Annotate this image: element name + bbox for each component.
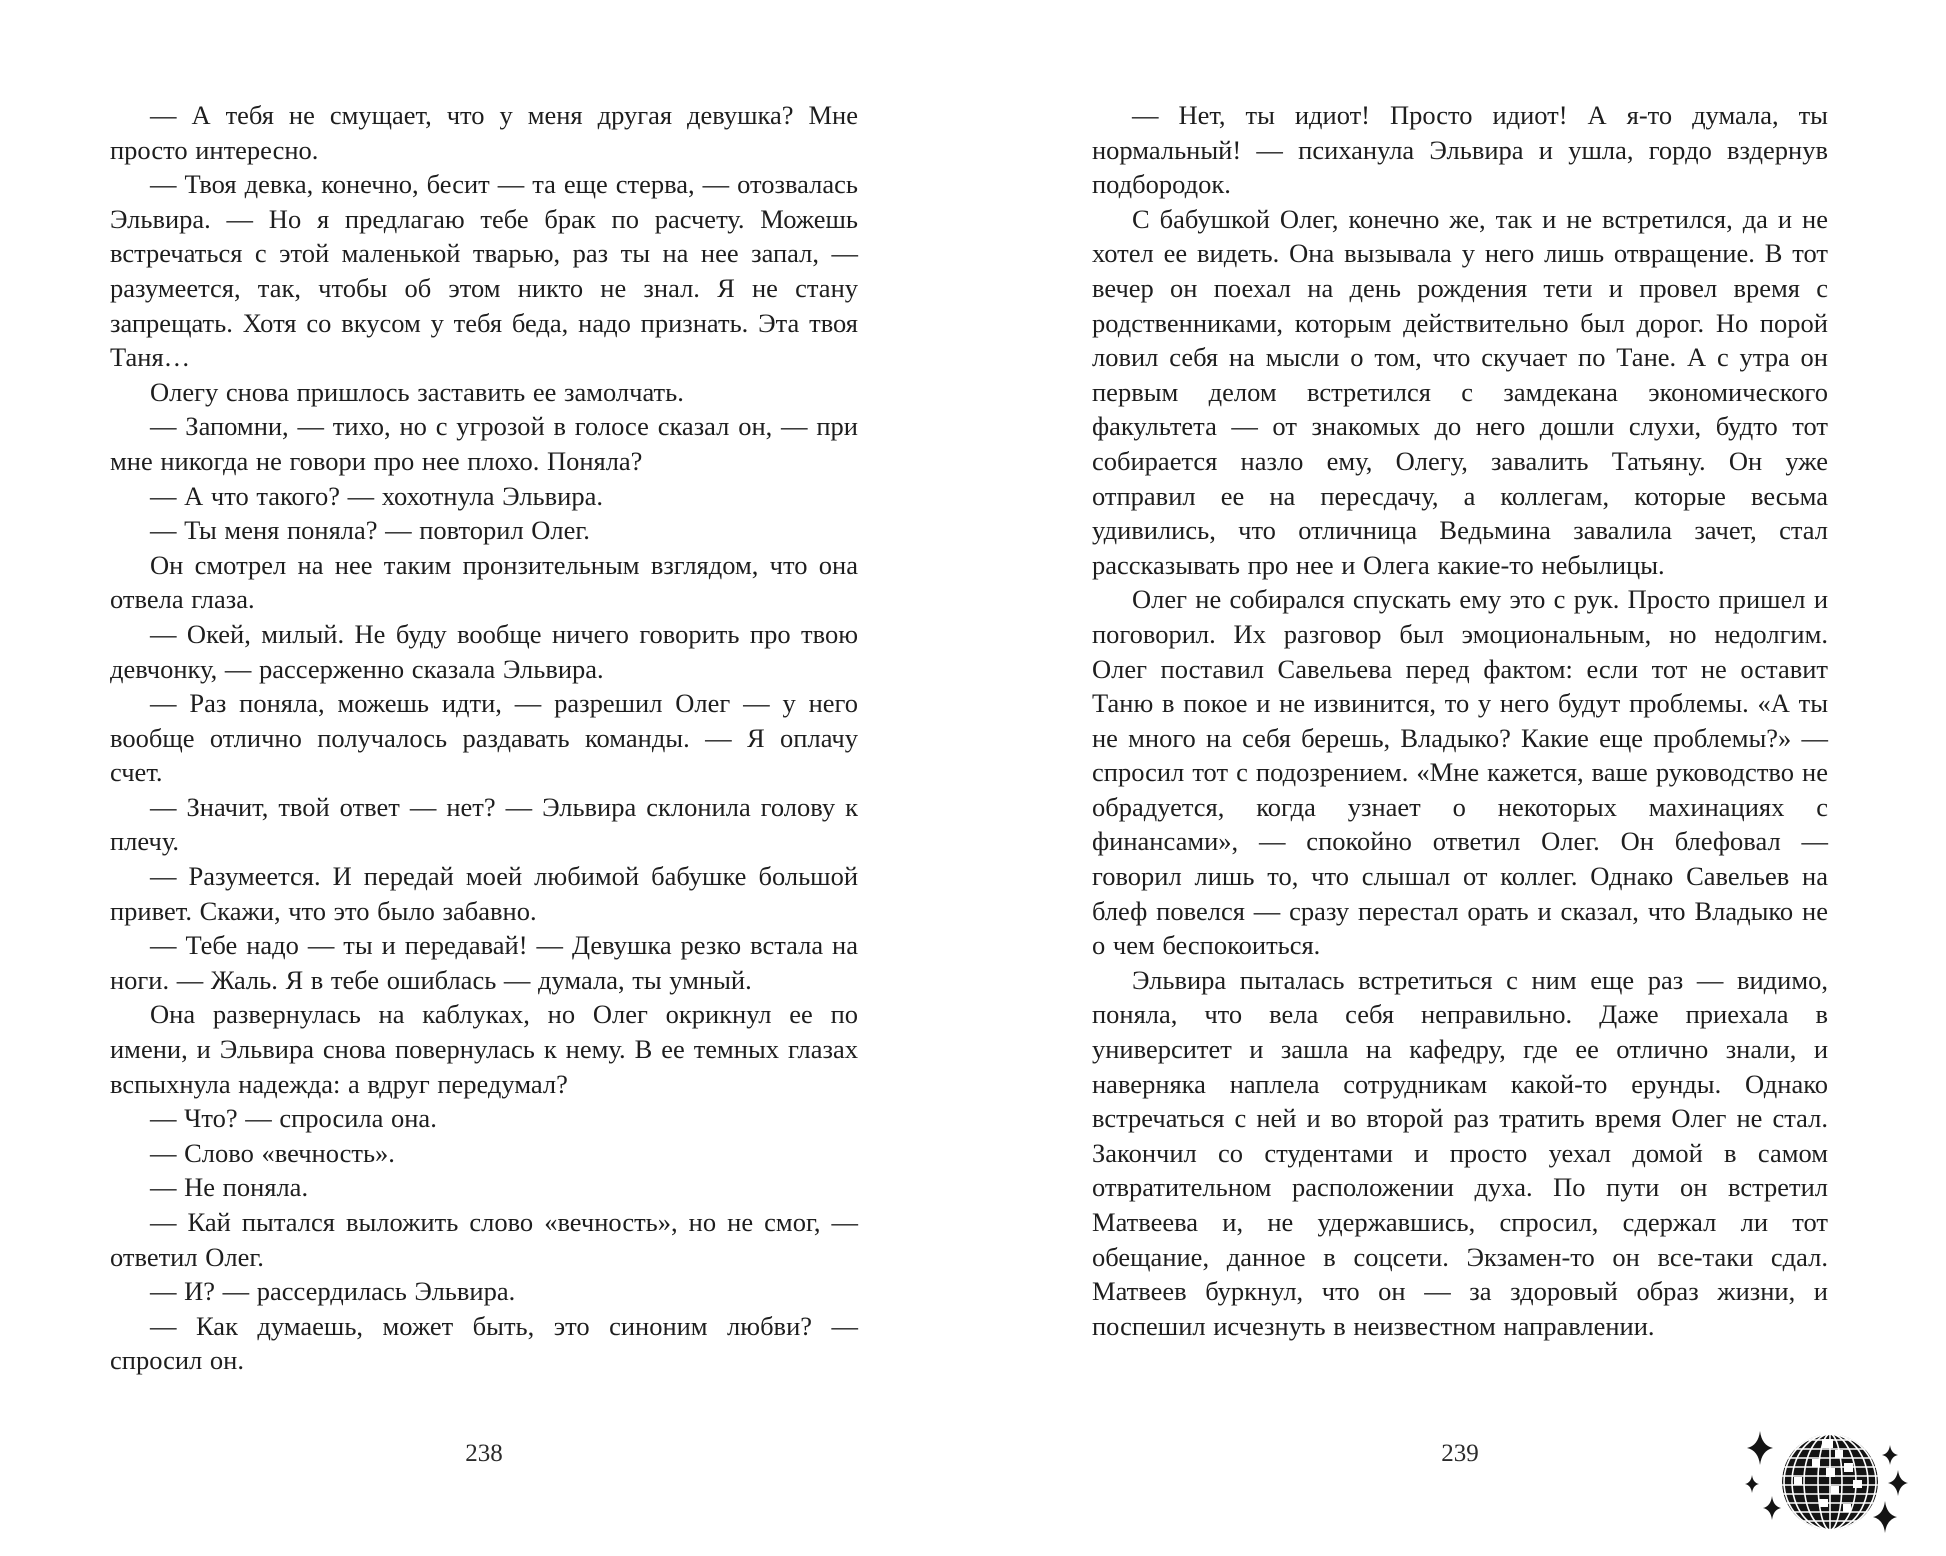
page-number-left: 238 xyxy=(465,1440,503,1467)
page-left xyxy=(110,98,858,1378)
sparkle-icon xyxy=(1888,1470,1908,1496)
paragraph: — Что? — спросила она. xyxy=(150,1103,437,1134)
paragraph: — И? — рассердилась Эльвира. xyxy=(150,1276,516,1307)
paragraph: — А что такого? — хохотнула Эльвира. xyxy=(150,480,603,511)
sparkle-icon xyxy=(1747,1431,1773,1465)
paragraph: — Не поняла. xyxy=(150,1172,309,1203)
paragraph: — Раз поняла, можешь идти, — разрешил Олег — у него вообще отлично получалось раздавать команды. — Я оплачу счет. xyxy=(110,688,858,788)
paragraph: Олег не собирался спускать ему это с рук. Просто пришел и поговорил. Их разговор был эмоциональным, но недолгим. Олег поставил Савельева перед фактом: если тот не оставит Таню в покое и не извинится, то у него будут проблемы. «А ты не много на себя берешь, Владыко? Какие еще проблемы?» — спросил тот с подозрением. «Мне кажется, ваше руководство не обрадуется, когда узнает о некоторых махинациях с финансами», — спокойно ответил Олег. Он блефовал — говорил лишь то, что слышал от коллег. Однако Савельев на блеф повелся — сразу перестал орать и сказал, что Владыко не о чем беспокоиться. xyxy=(1092,584,1828,961)
paragraph: Он смотрел на нее таким пронзительным взглядом, что она отвела глаза. xyxy=(110,549,858,615)
paragraph: — Запомни, — тихо, но с угрозой в голосе сказал он, — при мне никогда не говори про нее плохо. Поняла? xyxy=(110,411,858,476)
page-number-right: 239 xyxy=(1441,1440,1479,1467)
paragraph: — А тебя не смущает, что у меня другая девушка? Мне просто интересно. xyxy=(110,100,858,165)
paragraph: — Ты меня поняла? — повторил Олег. xyxy=(150,515,590,546)
paragraph: — Как думаешь, может быть, это синоним любви? — спросил он. xyxy=(110,1310,858,1376)
disco-ball-sphere xyxy=(1782,1434,1878,1530)
paragraph: — Твоя девка, конечно, бесит — та еще стерва, — отозвалась Эльвира. — Но я предлагаю тебе брак по расчету. Можешь встречаться с этой маленькой тварью, раз ты на нее запал, — разумеется, так, чтобы об этом никто не знал. Я не стану запрещать. Хотя со вкусом у тебя беда, надо признать. Эта твоя Таня… xyxy=(110,169,858,373)
page-right xyxy=(1092,98,1828,1343)
paragraph: — Тебе надо — ты и передавай! — Девушка резко встала на ноги. — Жаль. Я в тебе ошиблась — думала, ты умный. xyxy=(110,930,858,995)
paragraph: Эльвира пыталась встретиться с ним еще раз — видимо, поняла, что вела себя неправильно. Даже приехала в университет и зашла на кафедру, где ее отлично знали, и наверняка наплела сотрудникам какой-то ерунды. Однако встречаться с ней и во второй раз тратить время Олег не стал. Закончил со студентами и просто уехал домой в самом отвратительном расположении духа. По пути он встретил Матвеева и, не удержавшись, спросил, сдержал ли тот обещание, данное в соцсети. Экзамен-то он все-таки сдал. Матвеев буркнул, что он — за здоровый образ жизни, и поспешил исчезнуть в неизвестном направлении. xyxy=(1092,964,1828,1341)
paragraph: — Разумеется. И передай моей любимой бабушке большой привет. Скажи, что это было забавно. xyxy=(110,861,858,926)
paragraph: Она развернулась на каблуках, но Олег окрикнул ее по имени, и Эльвира снова повернулась к нему. В ее темных глазах вспыхнула надежда: а вдруг передумал? xyxy=(110,999,858,1099)
sparkle-icon xyxy=(1763,1496,1781,1520)
page-right-text xyxy=(1092,98,1828,1343)
paragraph: — Окей, милый. Не буду вообще ничего говорить про твою девчонку, — рассерженно сказала Эльвира. xyxy=(110,618,858,684)
paragraph: С бабушкой Олег, конечно же, так и не встретился, да и не хотел ее видеть. Она вызывала у него лишь отвращение. В тот вечер он поехал на день рождения тети и провел время с родственниками, которым действительно был дорог. Но порой ловил себя на мысли о том, что скучает по Тане. А с утра он первым делом встретился с замдекана экономического факультета — от знакомых до него дошли слухи, будто тот собирается назло ему, Олегу, завалить Татьяну. Он уже отправил ее на пересдачу, а коллегам, которые весьма удивились, что отличница Ведьмина завалила зачет, стал рассказывать про нее и Олега какие-то небылицы. xyxy=(1092,203,1828,580)
paragraph: — Значит, твой ответ — нет? — Эльвира склонила голову к плечу. xyxy=(110,791,858,857)
paragraph: — Слово «вечность». xyxy=(150,1137,395,1168)
page-left-text xyxy=(110,98,858,1378)
sparkle-icon xyxy=(1745,1475,1759,1493)
sparkle-icon xyxy=(1873,1501,1897,1533)
sparkle-icon xyxy=(1882,1445,1898,1465)
disco-ball-icon xyxy=(1732,1406,1916,1556)
paragraph: Олегу снова пришлось заставить ее замолчать. xyxy=(150,376,684,407)
paragraph: — Кай пытался выложить слово «вечность», но не смог, — ответил Олег. xyxy=(110,1207,858,1272)
paragraph: — Нет, ты идиот! Просто идиот! А я-то думала, ты нормальный! — психанула Эльвира и ушла, гордо вздернув подбородок. xyxy=(1092,100,1828,200)
